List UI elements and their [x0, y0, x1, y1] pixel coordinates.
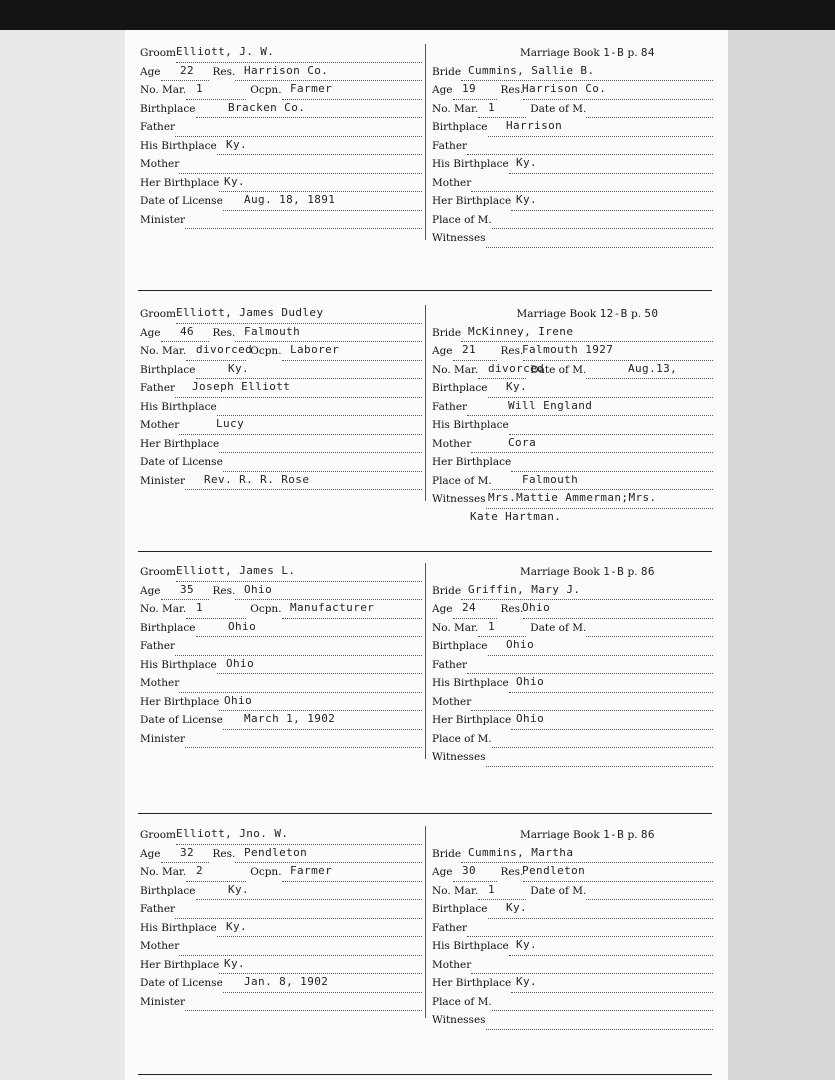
minister-label: Minister — [140, 995, 186, 1008]
groom-age-res — [140, 845, 422, 864]
groom-nomar-ocpn — [140, 600, 422, 619]
groom-age-res-label-2: Res. — [212, 65, 236, 78]
groom-birthplace-value: Ohio — [228, 619, 257, 633]
bride-father-label: Father — [432, 658, 468, 671]
bride-mother — [432, 693, 713, 712]
groom-name — [140, 305, 422, 324]
bride-birthplace-label: Birthplace — [432, 382, 488, 394]
bride-father — [432, 656, 713, 675]
bride-age-res-label: Age — [432, 345, 453, 357]
groom-age-res-label-2: Res. — [212, 326, 236, 339]
groom-his-birthplace-value: Ky. — [226, 919, 248, 933]
bride-nomar-date — [432, 361, 713, 380]
date-of-license-label: Date of License — [140, 456, 223, 468]
place-of-m-label: Place of M. — [432, 474, 492, 487]
bride-birthplace-value: Harrison — [506, 119, 563, 132]
place-of-m — [432, 993, 713, 1012]
witnesses-continued — [432, 509, 713, 528]
page-label: p. — [627, 829, 638, 841]
witnesses-label: Witnesses — [432, 232, 486, 244]
groom-his-birthplace-label: His Birthplace — [140, 658, 217, 671]
date-of-license — [140, 974, 422, 993]
place-of-m-value: Falmouth — [522, 472, 579, 486]
groom-nomar-ocpn-label-2: Ocpn. — [250, 84, 282, 96]
groom-nomar-ocpn-value: 1 — [196, 601, 204, 614]
groom-his-birthplace-value: Ky. — [226, 137, 248, 151]
bride-birthplace — [432, 379, 713, 398]
bride-his-birthplace — [432, 937, 713, 956]
groom-birthplace-label: Birthplace — [140, 621, 196, 634]
bride-age-res-label-2: Res. — [500, 345, 524, 357]
witnesses-label: Witnesses — [432, 1014, 486, 1026]
bride-his-birthplace-label: His Birthplace — [432, 940, 509, 952]
groom-mother — [140, 416, 422, 435]
page-label: p. — [627, 47, 638, 59]
bride-his-birthplace-label: His Birthplace — [432, 419, 509, 431]
bride-birthplace-label: Birthplace — [432, 903, 488, 915]
bride-age-res-value: 30 — [462, 864, 477, 877]
bride-age-res — [432, 342, 713, 361]
minister — [140, 211, 422, 230]
groom-name — [140, 826, 422, 845]
groom-father-value: Joseph Elliott — [192, 380, 291, 393]
bride-her-birthplace-label: Her Birthplace — [432, 456, 512, 468]
marriage-book-label: Marriage Book — [520, 829, 600, 841]
bride-her-birthplace-label: Her Birthplace — [432, 195, 512, 207]
bride-age-res-label-2: Res. — [500, 866, 524, 878]
witnesses — [432, 1011, 713, 1030]
bride-mother-label: Mother — [432, 437, 472, 450]
bride-father-label: Father — [432, 139, 468, 152]
bride-mother-label: Mother — [432, 695, 472, 708]
groom-age-res — [140, 582, 422, 601]
bride-his-birthplace — [432, 155, 713, 174]
bride-mother — [432, 174, 713, 193]
bride-her-birthplace-value: Ohio — [516, 712, 545, 725]
column-divider — [425, 305, 426, 501]
bride-father — [432, 137, 713, 156]
minister-label: Minister — [140, 732, 186, 745]
bride-age-res-value: 19 — [462, 82, 477, 95]
groom-nomar-ocpn — [140, 342, 422, 361]
bride-name-label: Bride — [432, 584, 462, 597]
marriage-book-value: 12-B — [599, 307, 628, 320]
groom-nomar-ocpn-label: No. Mar. — [140, 866, 187, 878]
place-of-m — [432, 211, 713, 230]
marriage-book-value: 1-B — [603, 828, 625, 841]
groom-birthplace-value: Ky. — [228, 882, 250, 896]
groom-nomar-ocpn-value: divorced — [196, 343, 253, 356]
page-label: p. — [627, 566, 638, 578]
bride-age-res-label: Age — [432, 866, 453, 878]
bride-name — [432, 63, 713, 82]
bride-his-birthplace — [432, 416, 713, 435]
bride-mother — [432, 435, 713, 454]
bride-her-birthplace — [432, 974, 713, 993]
scan-margin-left — [0, 30, 125, 1080]
bride-nomar-date-label: No. Mar. — [432, 884, 479, 897]
page-value: 50 — [644, 307, 659, 320]
groom-father-label: Father — [140, 121, 176, 133]
bride-name-value: Griffin, Mary J. — [468, 582, 581, 596]
groom-age-res-value-2: Ohio — [244, 582, 273, 596]
witnesses — [432, 490, 713, 509]
groom-his-birthplace-value: Ohio — [226, 656, 255, 670]
groom-his-birthplace — [140, 656, 422, 675]
bride-her-birthplace-label: Her Birthplace — [432, 714, 512, 726]
groom-father-label: Father — [140, 382, 176, 394]
groom-her-birthplace — [140, 435, 422, 454]
groom-nomar-ocpn-label-2: Ocpn. — [250, 603, 282, 615]
witnesses-value: Mrs.Mattie Ammerman;Mrs. — [488, 491, 657, 504]
column-divider — [425, 563, 426, 759]
groom-his-birthplace-label: His Birthplace — [140, 139, 217, 152]
bride-age-res-value-2: Harrison Co. — [522, 82, 607, 95]
groom-mother-value: Lucy — [216, 417, 245, 430]
marriage-book-value: 1-B — [603, 565, 625, 578]
groom-age-res-value-2: Falmouth — [244, 324, 301, 338]
groom-nomar-ocpn — [140, 81, 422, 100]
bride-nomar-date-value: 1 — [488, 619, 496, 633]
groom-column — [140, 305, 422, 490]
groom-column — [140, 44, 422, 229]
bride-birthplace-value: Ohio — [506, 638, 535, 651]
witnesses-continued-value: Kate Hartman. — [470, 509, 562, 523]
bride-father — [432, 398, 713, 417]
bride-her-birthplace-label: Her Birthplace — [432, 977, 512, 989]
groom-name-label: Groom — [140, 829, 177, 841]
groom-name — [140, 563, 422, 582]
marriage-book-label: Marriage Book — [520, 47, 600, 59]
bride-nomar-date-value-2: Aug.13, — [628, 361, 678, 375]
groom-name-value: Elliott, James Dudley — [176, 306, 324, 319]
bride-mother-label: Mother — [432, 958, 472, 971]
bride-father-label: Father — [432, 400, 468, 413]
bride-name — [432, 582, 713, 601]
bride-nomar-date — [432, 882, 713, 901]
witnesses-continued — [432, 248, 713, 267]
scan-margin-right — [728, 30, 835, 1080]
bride-age-res-value-2: Ohio — [522, 601, 551, 614]
bride-name-label: Bride — [432, 65, 462, 78]
page-label: p. — [631, 308, 642, 320]
groom-father — [140, 900, 422, 919]
bride-nomar-date-label: No. Mar. — [432, 363, 479, 376]
bride-nomar-date-label: No. Mar. — [432, 621, 479, 634]
bride-mother — [432, 956, 713, 975]
groom-mother-label: Mother — [140, 419, 180, 431]
bride-age-res — [432, 81, 713, 100]
groom-age-res-value-2: Pendleton — [244, 845, 308, 859]
marriage-book-value: 1-B — [603, 46, 625, 59]
groom-father — [140, 118, 422, 137]
bride-nomar-date-value: divorced — [488, 361, 545, 375]
record-separator — [138, 551, 712, 552]
witnesses-continued — [432, 1030, 713, 1049]
groom-nomar-ocpn-label-2: Ocpn. — [250, 866, 282, 878]
groom-name-label: Groom — [140, 47, 177, 59]
groom-her-birthplace — [140, 693, 422, 712]
groom-age-res — [140, 63, 422, 82]
bride-his-birthplace — [432, 674, 713, 693]
groom-nomar-ocpn-value-2: Farmer — [290, 82, 333, 95]
bride-name-value: Cummins, Sallie B. — [468, 63, 595, 77]
groom-nomar-ocpn-value-2: Farmer — [290, 864, 333, 877]
groom-column — [140, 563, 422, 748]
groom-mother-label: Mother — [140, 940, 180, 952]
bride-nomar-date-value: 1 — [488, 100, 496, 114]
bride-nomar-date-label-2: Date of M. — [530, 363, 587, 376]
bride-his-birthplace-label: His Birthplace — [432, 158, 509, 170]
bride-her-birthplace — [432, 453, 713, 472]
marriage-book-header — [432, 44, 713, 63]
bride-birthplace-label: Birthplace — [432, 640, 488, 652]
groom-nomar-ocpn-value-2: Laborer — [290, 343, 340, 356]
groom-name-value: Elliott, Jno. W. — [176, 827, 289, 840]
bride-age-res-label: Age — [432, 84, 453, 96]
marriage-book-label: Marriage Book — [516, 308, 597, 320]
witnesses-label: Witnesses — [432, 493, 486, 505]
bride-column — [432, 305, 713, 527]
groom-age-res-label: Age — [140, 65, 161, 78]
bride-column — [432, 44, 713, 266]
groom-birthplace — [140, 361, 422, 380]
groom-his-birthplace — [140, 137, 422, 156]
bride-name-label: Bride — [432, 326, 462, 339]
place-of-m-label: Place of M. — [432, 732, 492, 745]
date-of-license — [140, 192, 422, 211]
date-of-license-value: March 1, 1902 — [244, 712, 336, 725]
bride-nomar-date-label-2: Date of M. — [530, 621, 587, 634]
groom-age-res-value: 35 — [180, 582, 195, 596]
scanner-edge-top — [0, 0, 835, 30]
bride-her-birthplace — [432, 711, 713, 730]
groom-nomar-ocpn-value: 1 — [196, 82, 204, 95]
minister — [140, 472, 422, 491]
bride-birthplace — [432, 637, 713, 656]
groom-name — [140, 44, 422, 63]
groom-father — [140, 637, 422, 656]
date-of-license-value: Aug. 18, 1891 — [244, 193, 336, 206]
bride-name-value: Cummins, Martha — [468, 845, 574, 859]
minister-label: Minister — [140, 474, 186, 487]
bride-column — [432, 563, 713, 785]
groom-her-birthplace-label: Her Birthplace — [140, 437, 220, 450]
bride-mother-label: Mother — [432, 176, 472, 189]
groom-nomar-ocpn-label-2: Ocpn. — [250, 345, 282, 357]
page-value: 84 — [640, 46, 655, 59]
groom-age-res-value: 22 — [180, 63, 195, 77]
bride-mother-value: Cora — [508, 435, 537, 449]
column-divider — [425, 826, 426, 1018]
groom-mother — [140, 937, 422, 956]
column-divider — [425, 44, 426, 240]
bride-name-value: McKinney, Irene — [468, 324, 574, 338]
groom-age-res-label: Age — [140, 584, 161, 597]
bride-age-res — [432, 863, 713, 882]
groom-his-birthplace-label: His Birthplace — [140, 400, 217, 413]
date-of-license-label: Date of License — [140, 977, 223, 989]
groom-nomar-ocpn-label: No. Mar. — [140, 345, 187, 357]
groom-column — [140, 826, 422, 1011]
groom-birthplace-label: Birthplace — [140, 884, 196, 897]
groom-age-res-label: Age — [140, 847, 161, 860]
bride-his-birthplace-value: Ohio — [516, 675, 545, 688]
bride-birthplace-value: Ky. — [506, 901, 528, 914]
bride-her-birthplace — [432, 192, 713, 211]
groom-birthplace — [140, 100, 422, 119]
bride-column — [432, 826, 713, 1048]
minister — [140, 993, 422, 1012]
bride-age-res-label-2: Res. — [500, 84, 524, 96]
groom-father-label: Father — [140, 903, 176, 915]
bride-age-res — [432, 600, 713, 619]
page-value: 86 — [640, 828, 655, 841]
groom-age-res-value-2: Harrison Co. — [244, 63, 329, 77]
record-separator — [138, 813, 712, 814]
bride-nomar-date-value: 1 — [488, 882, 496, 896]
groom-age-res-label: Age — [140, 326, 161, 339]
groom-her-birthplace-label: Her Birthplace — [140, 176, 220, 189]
bride-nomar-date-label: No. Mar. — [432, 102, 479, 115]
groom-name-label: Groom — [140, 308, 177, 320]
groom-his-birthplace-label: His Birthplace — [140, 921, 217, 934]
bride-age-res-value: 24 — [462, 601, 477, 614]
bride-name-label: Bride — [432, 847, 462, 860]
groom-name-label: Groom — [140, 566, 177, 578]
groom-father-label: Father — [140, 640, 176, 652]
bride-nomar-date-label-2: Date of M. — [530, 102, 587, 115]
marriage-book-label: Marriage Book — [520, 566, 600, 578]
groom-name-value: Elliott, J. W. — [176, 45, 275, 58]
minister-value: Rev. R. R. Rose — [204, 472, 310, 486]
groom-birthplace — [140, 882, 422, 901]
groom-her-birthplace-value: Ohio — [224, 693, 253, 707]
groom-birthplace-label: Birthplace — [140, 363, 196, 376]
bride-nomar-date — [432, 100, 713, 119]
witnesses-label: Witnesses — [432, 751, 486, 763]
witnesses-continued — [432, 767, 713, 786]
bride-nomar-date — [432, 619, 713, 638]
witnesses — [432, 229, 713, 248]
bride-his-birthplace-value: Ky. — [516, 156, 538, 169]
bride-birthplace — [432, 118, 713, 137]
marriage-book-header — [432, 826, 713, 845]
groom-her-birthplace-label: Her Birthplace — [140, 958, 220, 971]
bride-age-res-value-2: Falmouth 1927 — [522, 343, 614, 356]
groom-nomar-ocpn-value-2: Manufacturer — [290, 601, 375, 614]
bride-father-value: Will England — [508, 398, 593, 412]
minister — [140, 730, 422, 749]
bride-name — [432, 324, 713, 343]
record-separator — [138, 1074, 712, 1075]
bride-age-res-value: 21 — [462, 343, 477, 356]
place-of-m-label: Place of M. — [432, 213, 492, 226]
groom-her-birthplace — [140, 956, 422, 975]
page-value: 86 — [640, 565, 655, 578]
groom-age-res-value: 46 — [180, 324, 195, 338]
date-of-license — [140, 711, 422, 730]
date-of-license — [140, 453, 422, 472]
groom-birthplace-value: Bracken Co. — [228, 100, 306, 114]
bride-his-birthplace-label: His Birthplace — [432, 677, 509, 689]
groom-her-birthplace — [140, 174, 422, 193]
groom-mother-label: Mother — [140, 677, 180, 689]
groom-her-birthplace-label: Her Birthplace — [140, 695, 220, 708]
groom-nomar-ocpn — [140, 863, 422, 882]
bride-his-birthplace-value: Ky. — [516, 938, 538, 951]
groom-mother — [140, 674, 422, 693]
groom-nomar-ocpn-value: 2 — [196, 864, 204, 877]
groom-mother-label: Mother — [140, 158, 180, 170]
groom-mother — [140, 155, 422, 174]
groom-age-res-value: 32 — [180, 845, 195, 859]
bride-her-birthplace-value: Ky. — [516, 975, 538, 988]
bride-father — [432, 919, 713, 938]
place-of-m — [432, 472, 713, 491]
marriage-book-header — [432, 305, 713, 324]
groom-name-value: Elliott, James L. — [176, 564, 296, 577]
bride-name — [432, 845, 713, 864]
groom-age-res — [140, 324, 422, 343]
date-of-license-value: Jan. 8, 1902 — [244, 975, 329, 988]
groom-her-birthplace-value: Ky. — [224, 956, 246, 970]
bride-age-res-label: Age — [432, 603, 453, 615]
place-of-m — [432, 730, 713, 749]
record-separator — [138, 290, 712, 291]
bride-birthplace-label: Birthplace — [432, 121, 488, 133]
bride-father-label: Father — [432, 921, 468, 934]
groom-birthplace-value: Ky. — [228, 361, 250, 375]
bride-age-res-value-2: Pendleton — [522, 864, 586, 877]
groom-nomar-ocpn-label: No. Mar. — [140, 84, 187, 96]
witnesses — [432, 748, 713, 767]
date-of-license-label: Date of License — [140, 714, 223, 726]
marriage-book-header — [432, 563, 713, 582]
bride-age-res-label-2: Res. — [500, 603, 524, 615]
minister-label: Minister — [140, 213, 186, 226]
groom-his-birthplace — [140, 398, 422, 417]
groom-age-res-label-2: Res. — [212, 847, 236, 860]
groom-age-res-label-2: Res. — [212, 584, 236, 597]
bride-her-birthplace-value: Ky. — [516, 193, 538, 206]
groom-father — [140, 379, 422, 398]
groom-nomar-ocpn-label: No. Mar. — [140, 603, 187, 615]
groom-her-birthplace-value: Ky. — [224, 174, 246, 188]
bride-birthplace — [432, 900, 713, 919]
bride-birthplace-value: Ky. — [506, 380, 528, 393]
groom-his-birthplace — [140, 919, 422, 938]
place-of-m-label: Place of M. — [432, 995, 492, 1008]
groom-birthplace — [140, 619, 422, 638]
date-of-license-label: Date of License — [140, 195, 223, 207]
bride-nomar-date-label-2: Date of M. — [530, 884, 587, 897]
groom-birthplace-label: Birthplace — [140, 102, 196, 115]
